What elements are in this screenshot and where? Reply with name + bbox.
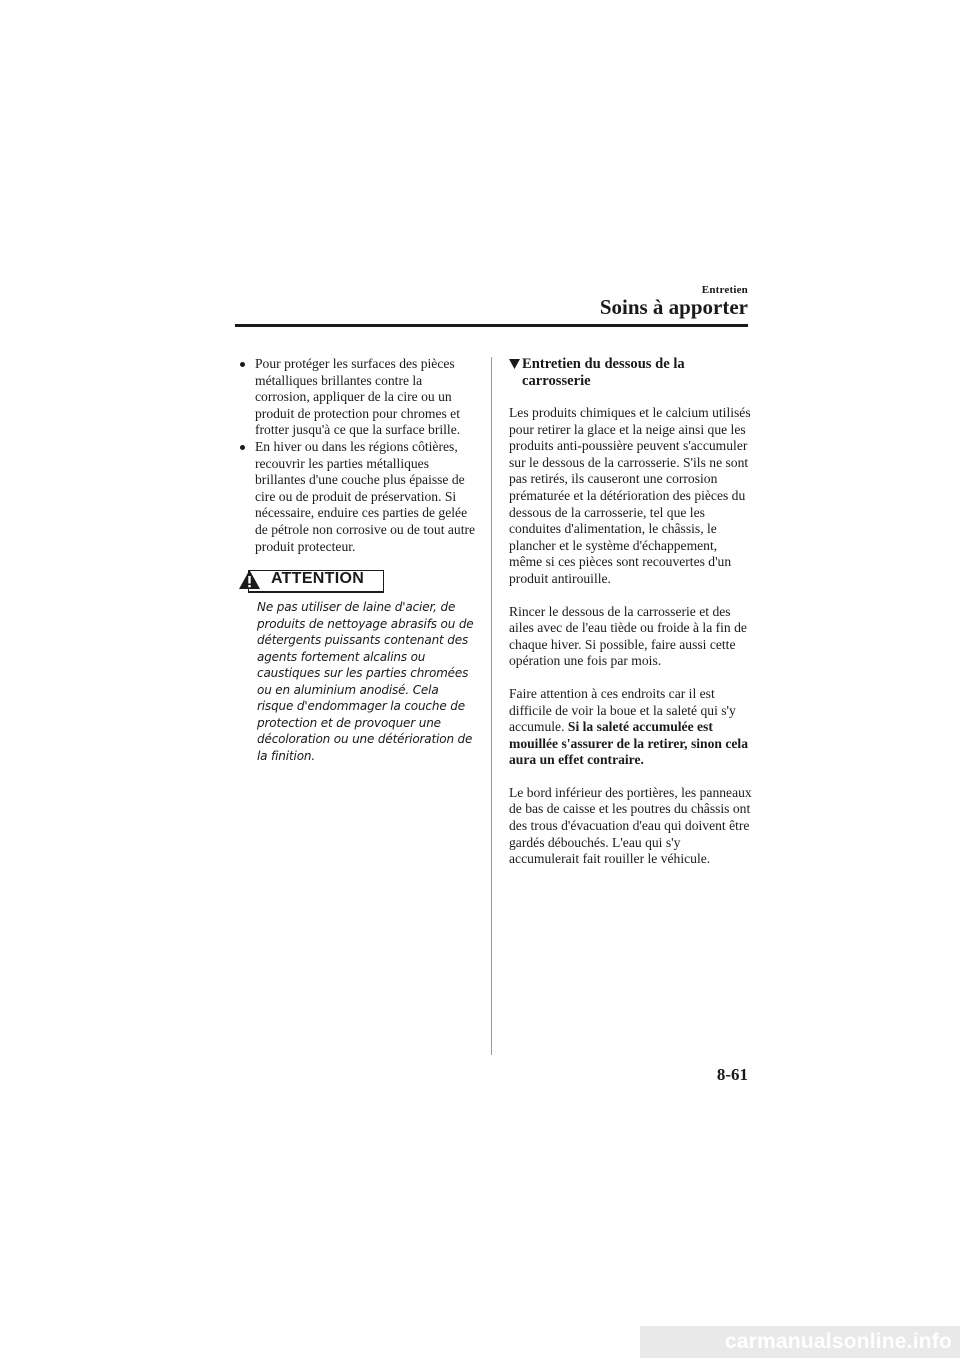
column-divider xyxy=(491,357,492,1055)
bullet-icon xyxy=(240,445,245,450)
list-item xyxy=(238,439,478,555)
page-number: 8-61 xyxy=(716,1065,748,1084)
paragraph: Le bord inférieur des portières, les panneaux de bas de caisse et les poutres du châssis ont des trous d'évacuation d'eau qui doivent être gardés débouchés. L'eau qui s'y accumulerait fait rouiller le véhicule. xyxy=(509,784,752,867)
bullet-list xyxy=(238,356,478,555)
attention-label: ATTENTION xyxy=(271,570,365,588)
left-column xyxy=(238,356,478,764)
chapter-label: Entretien xyxy=(701,284,748,296)
paragraph: Les produits chimiques et le calcium utilisés pour retirer la glace et la neige ainsi que les produits anti-poussière peuvent s'accumuler sur le dessous de la carrosserie. S'ils ne sont pas retirés, ils causeront une corrosion prématurée et la détérioration des pièces du dessous de la carrosserie, tel que les conduites d'alimentation, le châssis, le plancher et le système d'échappement, même si ces pièces sont recouvertes d'un produit antirouille. xyxy=(509,405,751,586)
watermark: carmanualsonline.info xyxy=(640,1326,960,1358)
paragraph-bold-text: Si la saleté accumulée est mouillée s'assurer de la retirer, sinon cela aura un effet contraire. xyxy=(509,719,749,768)
section-page-title: Soins à apporter xyxy=(599,295,748,319)
section-heading xyxy=(509,356,753,390)
header-rule xyxy=(235,324,748,327)
list-item-text: Pour protéger les surfaces des pièces métalliques brillantes contre la corrosion, appliquer de la cire ou un produit de protection pour chromes et frotter jusqu'à ce que la surface brille. xyxy=(255,356,461,438)
attention-text: Ne pas utiliser de laine d'acier, de produits de nettoyage abrasifs ou de détergents puissants contenant des agents fortement alcalins ou caustiques sur les parties chromées ou en aluminium anodisé. Cela risque d'endommager la couche de protection et de provoquer une décoloration ou une détérioration de la finition. xyxy=(257,600,474,763)
paragraph: Rincer le dessous de la carrosserie et des ailes avec de l'eau tiède ou froide à la fin de chaque hiver. Si possible, faire aussi cette opération une fois par mois. xyxy=(509,603,747,669)
right-column xyxy=(509,356,753,884)
bullet-icon xyxy=(240,362,245,367)
list-item xyxy=(238,356,478,439)
section-heading-text: Entretien du dessous de la carrosserie xyxy=(522,356,685,389)
triangle-down-icon xyxy=(509,359,520,369)
list-item-text: En hiver ou dans les régions côtières, recouvrir les parties métalliques brillantes d'une couche plus épaisse de cire ou de produit de préservation. Si nécessaire, enduire ces parties de gelée de pétrole non corrosive ou de tout autre produit protecteur. xyxy=(255,438,476,554)
attention-box xyxy=(238,570,382,593)
paragraph-text: Faire attention à ces endroits car il est difficile de voir la boue et la saleté qui s'y accumule. xyxy=(509,685,736,735)
warning-triangle-icon xyxy=(238,569,261,590)
paragraph xyxy=(509,686,753,769)
